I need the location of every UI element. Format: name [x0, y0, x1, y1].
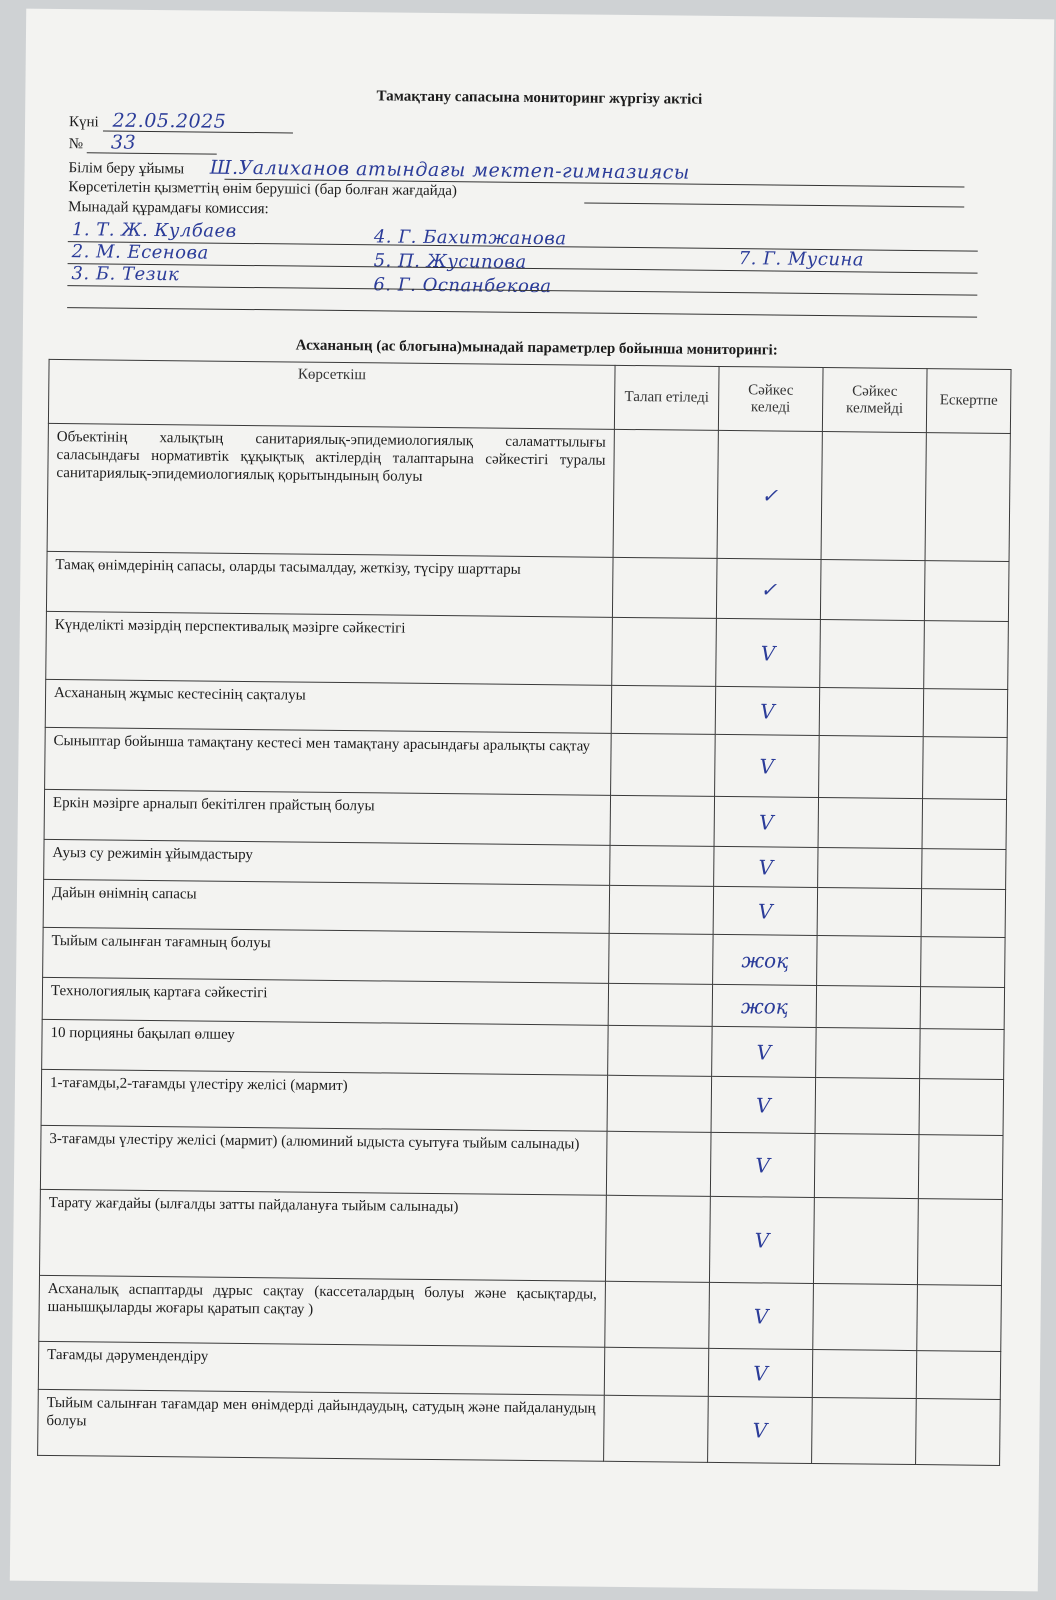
- complies-mark: V: [708, 1396, 813, 1463]
- not-complies-cell: [816, 1027, 921, 1078]
- commission-label: Мынадай құрамдағы комиссия:: [68, 199, 269, 218]
- number-label: №: [68, 136, 84, 153]
- not-complies-cell: [813, 1283, 918, 1350]
- required-cell: [607, 1075, 712, 1132]
- provider-label: Көрсетілетін қызметтің өнім берушісі (бар болған жағдайда): [68, 179, 458, 200]
- date-field: [69, 109, 226, 133]
- indicator-cell: Асханалық аспаптарды дұрыс сақтау (кассеталардың болуы және қасықтарды, шанышқыларды жоғары қаратып сақтау ): [39, 1275, 606, 1347]
- complies-mark: V: [712, 1026, 817, 1077]
- required-cell: [613, 429, 718, 558]
- document-sheet: [10, 9, 1054, 1592]
- not-complies-cell: [815, 1077, 920, 1134]
- note-cell: [918, 1135, 1003, 1200]
- not-complies-cell: [817, 887, 921, 936]
- commission-member-7: 7. Г. Мусина: [738, 248, 865, 271]
- header-complies: Сәйкес келеді: [718, 366, 823, 431]
- number-value: 33: [110, 131, 137, 154]
- number-underline: [87, 152, 217, 154]
- required-cell: [610, 845, 714, 886]
- required-cell: [609, 933, 714, 984]
- complies-mark: V: [715, 686, 819, 735]
- not-complies-cell: [820, 620, 925, 689]
- date-label: Күні: [68, 114, 99, 131]
- required-cell: [604, 1347, 708, 1396]
- complies-mark: V: [710, 1132, 815, 1197]
- complies-mark: V: [714, 796, 819, 847]
- not-complies-cell: [814, 1133, 919, 1198]
- school-label: Білім беру ұйымы: [68, 160, 185, 178]
- commission-line-4: [67, 307, 977, 318]
- indicator-cell: 3-тағамды үлестіру желісі (мармит) (алюминий ыдыста суытуға тыйым салынады): [40, 1125, 607, 1195]
- note-cell: [921, 889, 1005, 938]
- date-value: 22.05.2025: [112, 109, 227, 133]
- indicator-cell: Технологиялық картаға сәйкестігі: [42, 977, 608, 1025]
- indicator-cell: Тағамды дәрумендендіру: [38, 1341, 604, 1395]
- note-cell: [916, 1351, 1000, 1400]
- header-not-complies: Сәйкес келмейді: [822, 368, 927, 433]
- note-cell: [922, 799, 1007, 850]
- required-cell: [612, 617, 717, 686]
- note-cell: [925, 433, 1010, 562]
- table-row: [46, 551, 1009, 621]
- note-cell: [917, 1199, 1002, 1286]
- document-title: Тамақтану сапасына мониторинг жүргізу актісі: [376, 88, 703, 108]
- header-indicator: Көрсеткіш: [48, 359, 615, 429]
- required-cell: [610, 795, 715, 846]
- required-cell: [612, 557, 717, 618]
- table-row: [47, 423, 1010, 561]
- note-cell: [922, 849, 1006, 890]
- note-cell: [920, 1029, 1005, 1080]
- not-complies-cell: [818, 847, 922, 888]
- required-cell: [608, 1025, 713, 1076]
- table-row: [46, 611, 1009, 689]
- not-complies-cell: [821, 432, 926, 561]
- indicator-cell: 1-тағамды,2-тағамды үлестіру желісі (мармит): [41, 1069, 608, 1131]
- note-cell: [923, 737, 1008, 800]
- provider-underline: [584, 203, 964, 208]
- complies-mark: V: [709, 1196, 814, 1283]
- indicator-cell: Күнделікті мәзірдің перспективалық мәзірге сәйкестігі: [46, 611, 613, 685]
- complies-mark: V: [709, 1282, 814, 1349]
- required-cell: [606, 1131, 711, 1196]
- required-cell: [609, 885, 713, 934]
- table-row: [41, 1069, 1004, 1135]
- commission-member-3: 3. Б. Тезик: [71, 263, 180, 286]
- table-row: [39, 1189, 1002, 1285]
- note-cell: [924, 621, 1009, 690]
- commission-member-6: 6. Г. Оспанбекова: [373, 274, 552, 298]
- provider-field: [68, 179, 457, 200]
- complies-mark: V: [716, 618, 821, 687]
- note-cell: [919, 1079, 1004, 1136]
- required-cell: [604, 1395, 709, 1462]
- table-row: [38, 1389, 1001, 1465]
- indicator-cell: Ауыз су режимін ұйымдастыру: [44, 839, 610, 885]
- indicator-cell: Тыйым салынған тағамның болуы: [43, 927, 609, 983]
- complies-mark: V: [715, 734, 820, 797]
- indicator-cell: Тамақ өнімдерінің сапасы, оларды тасымалдау, жеткізу, түсіру шарттары: [46, 551, 613, 617]
- indicator-cell: Тыйым салынған тағамдар мен өнімдерді дайындаудың, сатудың және пайдаланудың болуы: [38, 1389, 605, 1461]
- indicator-cell: Объектінің халықтың санитариялық-эпидемиологиялық саламаттылығы саласындағы нормативтік құқықтық актілердің талаптарына сәйкестігі туралы санитариялық-эпидемиологиялық қорытындының болуы: [47, 423, 614, 557]
- note-cell: [923, 689, 1007, 738]
- indicator-cell: Еркін мәзірге арналып бекітілген прайстың болуы: [44, 789, 610, 845]
- note-cell: [917, 1285, 1002, 1352]
- note-cell: [920, 987, 1004, 1030]
- commission-member-2: 2. М. Есенова: [71, 241, 209, 264]
- not-complies-cell: [819, 736, 924, 799]
- table-row: [45, 727, 1008, 799]
- indicator-cell: Дайын өнімнің сапасы: [43, 879, 609, 933]
- header-required: Талап етіледі: [614, 365, 719, 430]
- not-complies-cell: [818, 798, 923, 849]
- table-row: [39, 1275, 1002, 1351]
- number-field: [69, 131, 136, 154]
- not-complies-cell: [816, 985, 920, 1028]
- indicator-cell: 10 порцияны бақылап өлшеу: [42, 1019, 608, 1075]
- commission-member-5: 5. П. Жусипова: [373, 250, 527, 273]
- note-cell: [916, 1399, 1001, 1466]
- commission-member-4: 4. Г. Бахитжанова: [373, 226, 567, 250]
- complies-mark: V: [713, 886, 817, 935]
- not-complies-cell: [812, 1349, 916, 1398]
- not-complies-cell: [819, 688, 923, 737]
- note-cell: [924, 561, 1009, 622]
- complies-mark: жоқ: [713, 934, 818, 985]
- complies-mark: ✓: [717, 430, 822, 559]
- indicator-cell: Тарату жағдайы (ылғалды затты пайдалануға тыйым салынады): [39, 1189, 606, 1281]
- required-cell: [605, 1195, 710, 1282]
- not-complies-cell: [812, 1397, 917, 1464]
- header-note: Ескертпе: [926, 369, 1011, 434]
- complies-mark: V: [714, 846, 818, 887]
- table-row: [40, 1125, 1003, 1199]
- table-header-row: [48, 359, 1011, 433]
- required-cell: [611, 685, 715, 734]
- indicator-cell: Асхананың жұмыс кестесінің сақталуы: [45, 679, 611, 733]
- commission-member-1: 1. Т. Ж. Кулбаев: [71, 219, 237, 242]
- complies-mark: V: [708, 1348, 812, 1397]
- not-complies-cell: [820, 560, 925, 621]
- indicator-cell: Сыныптар бойынша тамақтану кестесі мен тамақтану арасындағы аралықты сақтау: [45, 727, 612, 795]
- note-cell: [921, 937, 1006, 988]
- required-cell: [611, 733, 716, 796]
- required-cell: [608, 983, 712, 1026]
- complies-mark: жоқ: [712, 984, 816, 1027]
- not-complies-cell: [813, 1197, 918, 1284]
- school-value: Ш.Уалиханов атындағы мектеп-гимназиясы: [209, 156, 690, 184]
- monitoring-subtitle: Асхананың (ас блогына)мынадай параметрлер бойынша мониторингі:: [295, 337, 778, 359]
- not-complies-cell: [817, 935, 922, 986]
- required-cell: [605, 1281, 710, 1348]
- complies-mark: V: [711, 1076, 816, 1133]
- monitoring-table: [37, 359, 1011, 1466]
- complies-mark: ✓: [716, 558, 821, 619]
